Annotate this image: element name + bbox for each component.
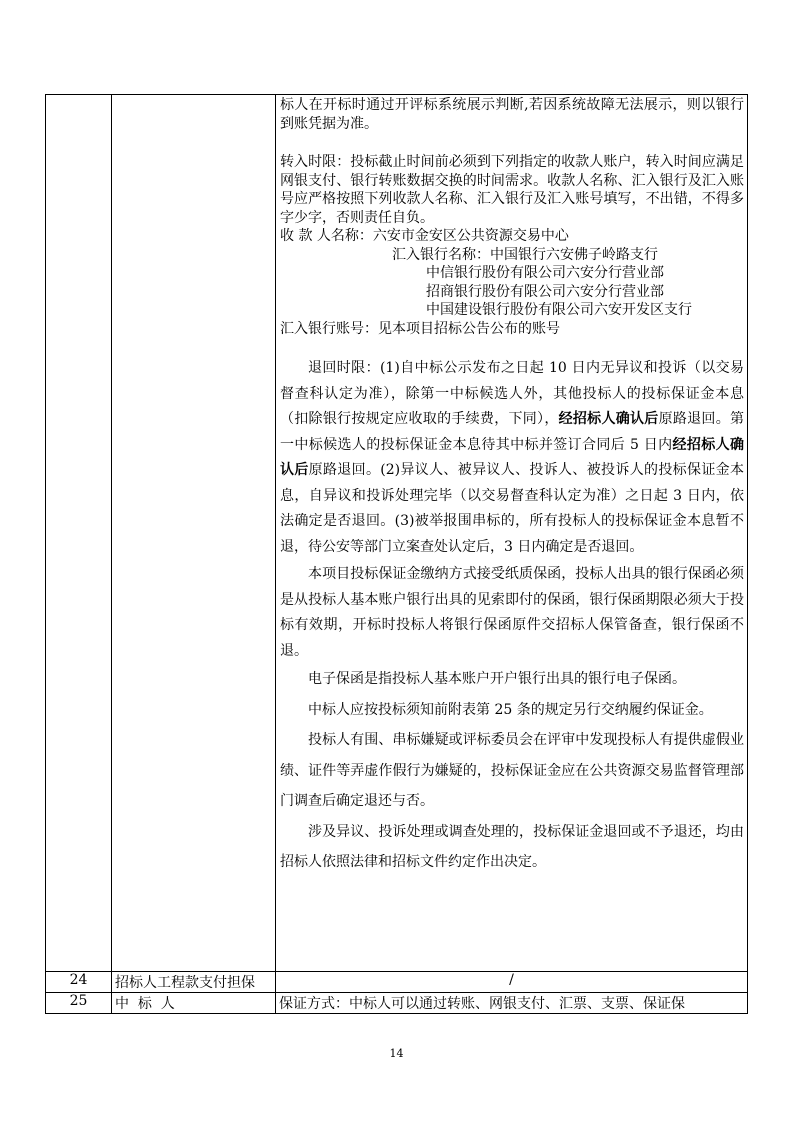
refund-text-a: 退回时限：(1)自中标公示发布之日起 10 日内无异议和投诉（以交易督查科认定为准），除第一中标候选人外，其他投标人的投标保证金本息（扣除银行按规定应收取的手续费，下同）， — [280, 360, 744, 427]
row-number-cell: 25 — [46, 993, 112, 1014]
paper-guarantee-paragraph: 本项目投标保证金缴纳方式接受纸质保函，投标人出具的银行保函必须是从投标人基本账户银行出具的见索即付的保函，银行保函期限必须大于投标有效期，开标时投标人将银行保函原件交招标人保管备查，银行保函不退。 — [280, 566, 744, 659]
page-number: 14 — [389, 1047, 404, 1060]
content-paragraph-1: 标人在开标时通过开评标系统展示判断,若因系统故障无法展示，则以银行到账凭据为准。 — [280, 97, 744, 132]
row-content-cell: / — [276, 972, 748, 993]
payee-line: 收 款 人名称：六安市金安区公共资源交易中心 — [280, 228, 569, 244]
refund-text-c: 原路退回。第一中标候选人的投标保证金本息待其中标并签订合同后 5 日内 — [280, 411, 744, 453]
dispute-paragraph: 涉及异议、投诉处理或调查处理的，投标保证金退回或不予退还，均由招标人依照法律和招标文件约定作出决定。 — [280, 823, 744, 870]
refund-bold-2: 经招标人确认后 — [280, 436, 745, 478]
table-row-continued — [46, 95, 748, 972]
table-row-24 — [46, 972, 748, 993]
transfer-deadline-paragraph: 转入时限：投标截止时间前必须到下列指定的收款人账户，转入时间应满足网银支付、银行转账数据交换的时间需求。收款人名称、汇入银行及汇入账号应严格按照下列收款人名称、汇入银行及汇入账号填写，不出错，不得多字少字，否则责任自负。 — [280, 154, 744, 226]
bank-name-line: 汇入银行名称：中国银行六安佛子岭路支行 — [392, 246, 658, 263]
account-line: 汇入银行账号：见本项目招标公告公布的账号 — [280, 320, 560, 337]
refund-text-d: 原路退回。(2)异议人、被异议人、投诉人、被投诉人的投标保证金本息，自异议和投诉处理完毕（以交易督查科认定为准）之日起 3 日内，依法确定是否退回。(3)被举报围串标的，所有投标人的投标保证金本息暂不退，待公安等部门立案查处认定后，3 日内确定是否退回。 — [280, 462, 744, 555]
refund-deadline-paragraph — [280, 356, 744, 560]
bank-name-2: 中信银行股份有限公司六安分行营业部 — [426, 265, 664, 281]
row-content-cell: 保证方式：中标人可以通过转账、网银支付、汇票、支票、保证保 — [276, 993, 748, 1014]
collusion-paragraph: 投标人有围、串标嫌疑或评标委员会在评审中发现投标人有提供虚假业绩、证件等弄虚作假行为嫌疑的，投标保证金应在公共资源交易监督管理部门调查后确定退还与否。 — [280, 732, 744, 809]
bid-info-table — [45, 94, 748, 1014]
row-number-cell: 24 — [46, 972, 112, 993]
row-name-cell: 招标人工程款支付担保 — [112, 972, 276, 993]
bank-name-4: 中国建设银行股份有限公司六安开发区支行 — [426, 302, 692, 318]
row-content-cell — [276, 95, 748, 972]
bank-name-3: 招商银行股份有限公司六安分行营业部 — [426, 283, 664, 300]
table-row-25 — [46, 993, 748, 1014]
row-name-cell — [112, 95, 276, 972]
electronic-guarantee-paragraph: 电子保函是指投标人基本账户开户银行出具的银行电子保函。 — [308, 671, 686, 687]
row-name-cell: 中 标 人 — [112, 993, 276, 1014]
refund-bold-1: 经招标人确认后 — [558, 411, 659, 427]
performance-bond-paragraph: 中标人应按投标须知前附表第 25 条的规定另行交纳履约保证金。 — [308, 701, 713, 718]
row-number-cell — [46, 95, 112, 972]
